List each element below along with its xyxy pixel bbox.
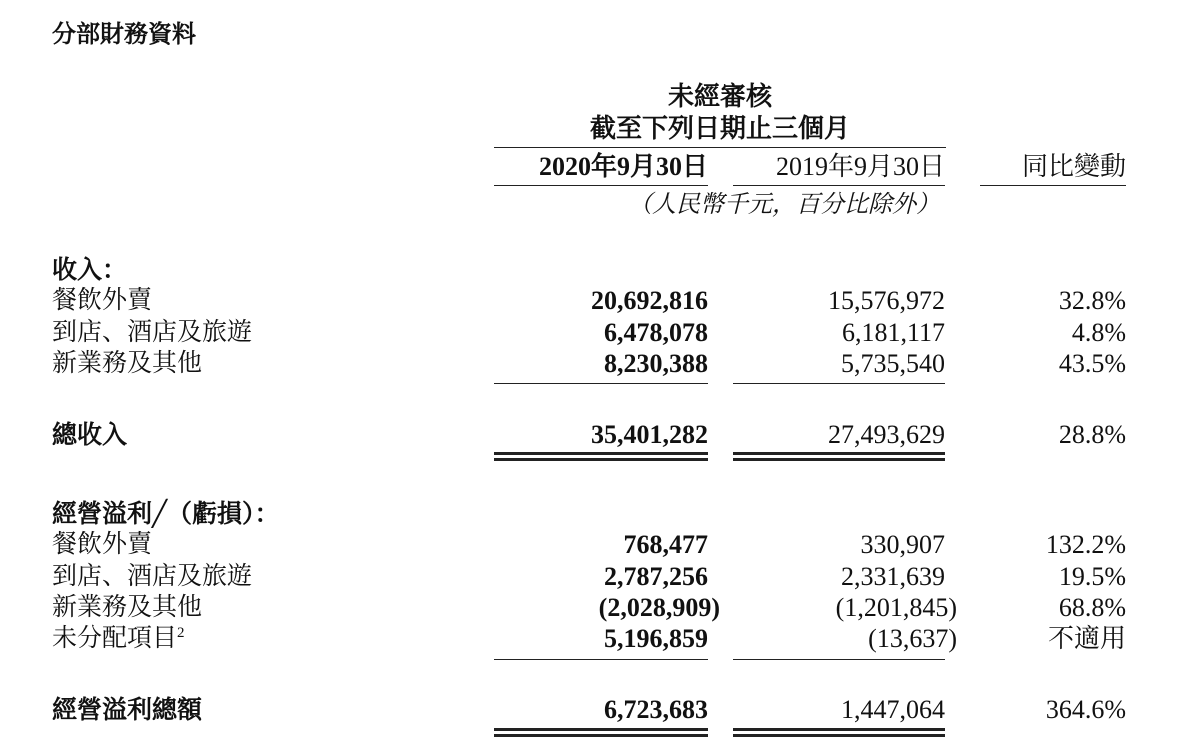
operating-total-2019: 1,447,064 (841, 695, 945, 724)
operating-row-2020: 2,787,256 (604, 562, 708, 591)
revenue-subtotal-rule-2019 (733, 383, 945, 384)
header-period-rule (494, 147, 946, 148)
revenue-total-change: 28.8% (1058, 420, 1126, 449)
operating-row-2020: (2,028,909) (598, 593, 720, 622)
revenue-heading: 收入： (52, 255, 128, 284)
operating-row-2020: 768,477 (623, 530, 708, 559)
revenue-total-2020: 35,401,282 (591, 420, 708, 449)
operating-row-label (52, 626, 185, 651)
revenue-row-label: 餐飲外賣 (52, 287, 153, 314)
operating-total-double-rule-2020-top (494, 728, 708, 731)
revenue-total-double-rule-2020-top (494, 452, 708, 455)
operating-row-change: 68.8% (1058, 593, 1126, 622)
operating-row-label: 新業務及其他 (52, 594, 203, 621)
column-header-2020: 2020年9月30日 (538, 152, 708, 181)
operating-row-label: 到店、酒店及旅遊 (52, 563, 253, 590)
column-header-2019: 2019年9月30日 (775, 152, 945, 181)
operating-total-double-rule-2019-top (733, 728, 945, 731)
operating-row-change: 不適用 (1047, 624, 1126, 653)
operating-total-change: 364.6% (1045, 695, 1126, 724)
revenue-total-double-rule-2020-bottom (494, 458, 708, 461)
operating-row-2020: 5,196,859 (604, 624, 708, 653)
revenue-row-label: 到店、酒店及旅遊 (52, 319, 253, 346)
revenue-row-2019: 6,181,117 (841, 318, 945, 347)
operating-row-2019: 2,331,639 (841, 562, 945, 591)
revenue-total-double-rule-2019-bottom (733, 458, 945, 461)
operating-row-2019: (13,637) (868, 624, 957, 653)
revenue-row-change: 32.8% (1058, 286, 1126, 315)
revenue-subtotal-rule-2020 (494, 383, 708, 384)
operating-total-double-rule-2019-bottom (733, 734, 945, 737)
revenue-row-2020: 6,478,078 (604, 318, 708, 347)
operating-row-2019: (1,201,845) (835, 593, 957, 622)
revenue-row-2020: 20,692,816 (591, 286, 708, 315)
operating-total-2020: 6,723,683 (604, 695, 708, 724)
operating-row-change: 19.5% (1058, 562, 1126, 591)
operating-total-double-rule-2020-bottom (494, 734, 708, 737)
revenue-row-2020: 8,230,388 (604, 349, 708, 378)
revenue-row-2019: 5,735,540 (841, 349, 945, 378)
operating-subtotal-rule-2019 (733, 659, 945, 660)
column-rule-2019 (733, 185, 945, 186)
page-title: 分部財務資料 (52, 20, 196, 48)
operating-row-2019: 330,907 (860, 530, 945, 559)
revenue-row-label: 新業務及其他 (52, 350, 203, 377)
column-header-change: 同比變動 (1021, 152, 1126, 181)
revenue-total-label: 總收入 (52, 420, 128, 449)
operating-subtotal-rule-2020 (494, 659, 708, 660)
revenue-total-2019: 27,493,629 (828, 420, 945, 449)
footnote-marker: 2 (177, 625, 185, 641)
unit-note: （人民幣千元，百分比除外） (628, 192, 940, 218)
column-rule-2020 (494, 185, 708, 186)
operating-row-label-text: 未分配項目 (52, 625, 178, 652)
revenue-row-change: 43.5% (1058, 349, 1126, 378)
operating-row-label: 餐飲外賣 (52, 531, 153, 558)
revenue-row-2019: 15,576,972 (828, 286, 945, 315)
header-period: 截至下列日期止三個月 (589, 114, 850, 144)
header-audit-status: 未經審核 (667, 82, 772, 112)
column-rule-change (980, 185, 1126, 186)
revenue-row-change: 4.8% (1071, 318, 1126, 347)
operating-total-label: 經營溢利總額 (52, 695, 203, 724)
operating-row-change: 132.2% (1045, 530, 1126, 559)
revenue-total-double-rule-2019-top (733, 452, 945, 455)
operating-heading: 經營溢利╱（虧損）： (52, 499, 280, 528)
